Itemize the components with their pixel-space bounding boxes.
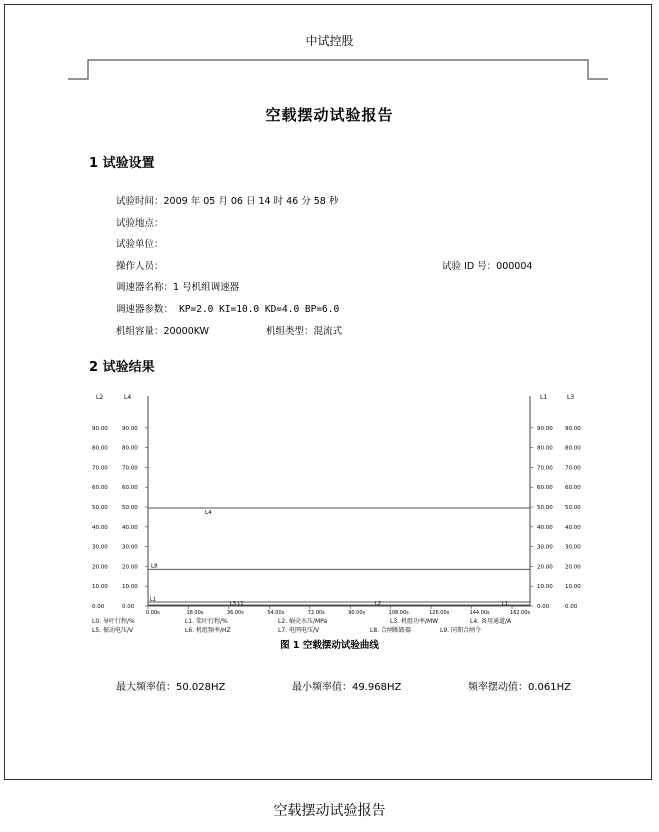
- x-tick-label: 126.00s: [429, 610, 450, 616]
- x-tick-label: 144.00s: [469, 610, 490, 616]
- y-tick-label: 50.00: [122, 505, 138, 511]
- legend-item: L1. 桨叶行程/%: [185, 618, 228, 625]
- y-tick-label: 0.00: [122, 604, 135, 610]
- y-tick-label: 80.00: [92, 445, 108, 452]
- legend-item: L7. 电网电压/V: [278, 627, 320, 634]
- test-location-label: 试验地点：: [116, 218, 164, 229]
- x-tick-label: 18.00s: [186, 610, 204, 616]
- legend-row-1: [92, 616, 511, 625]
- y-tick-label: 70.00: [122, 465, 138, 472]
- series-label: L1: [502, 601, 508, 607]
- figure-caption: 图 1 空载摆动试验曲线: [280, 640, 379, 651]
- legend-item: L0. 导叶行程/%: [92, 618, 135, 625]
- y-tick-label: 10.00: [537, 584, 553, 591]
- axis-label-left-outer: L2: [96, 394, 104, 401]
- y-tick-label: 0.00: [537, 604, 550, 610]
- x-tick-label: 90.00s: [348, 610, 366, 616]
- footer-title: 空载摆动试验报告: [273, 803, 386, 819]
- header-company: 中试控股: [305, 34, 354, 48]
- legend-item: L6. 机组频率/HZ: [185, 627, 231, 634]
- series-label: L1: [150, 597, 156, 604]
- y-tick-label: 70.00: [565, 465, 581, 472]
- axis-label-right-inner: L1: [540, 394, 548, 401]
- y-tick-label: 10.00: [565, 584, 581, 591]
- series-label: L4: [205, 509, 212, 516]
- series-label: L3 L1: [230, 601, 244, 607]
- y-tick-label: 30.00: [92, 544, 108, 551]
- governor-params-label: 调速器参数：: [116, 304, 174, 315]
- legend-item: L8. 合闸断路器: [370, 627, 411, 634]
- y-tick-label: 30.00: [565, 544, 581, 551]
- y-tick-label: 50.00: [565, 505, 581, 511]
- test-time-value: 2009 年 05 月 06 日 14 时 46 分 58 秒: [163, 196, 339, 207]
- legend-item: L3. 机组功率/MW: [390, 618, 439, 625]
- governor-params-value: KP=2.0 KI=10.0 KD=4.0 BP=6.0: [179, 304, 340, 315]
- y-tick-label: 40.00: [565, 524, 581, 531]
- y-tick-label: 60.00: [92, 485, 108, 492]
- y-tick-label: 60.00: [122, 485, 138, 492]
- axis-label-right-outer: L3: [567, 394, 575, 401]
- legend-item: L2. 蜗壳水压/MPa: [278, 618, 328, 625]
- y-tick-label: 80.00: [537, 445, 553, 452]
- x-tick-label: 36.00s: [226, 610, 244, 616]
- axis-label-left-inner: L4: [124, 394, 132, 401]
- y-tick-label: 70.00: [92, 465, 108, 472]
- y-tick-label: 80.00: [122, 445, 138, 452]
- frequency-swing: 频率摆动值：0.061HZ: [468, 682, 571, 693]
- y-tick-label: 70.00: [537, 465, 553, 472]
- x-tick-label: 108.00s: [388, 610, 409, 616]
- legend-item: L4. 备用通道/A: [470, 618, 512, 625]
- report-title: 空载摆动试验报告: [265, 106, 394, 124]
- unit-type-label: 机组类型：: [266, 326, 314, 337]
- max-frequency: 最大频率值：50.028HZ: [116, 682, 226, 693]
- y-tick-label: 90.00: [565, 425, 581, 432]
- y-tick-label: 90.00: [92, 425, 108, 432]
- y-tick-label: 50.00: [92, 505, 108, 511]
- y-tick-label: 40.00: [92, 524, 108, 531]
- capacity-value: 20000KW: [163, 326, 210, 337]
- y-tick-label: 90.00: [122, 425, 138, 432]
- test-id-label: 试验 ID 号：: [442, 261, 497, 272]
- x-tick-label: 162.00s: [510, 610, 531, 616]
- y-tick-label: 60.00: [565, 485, 581, 492]
- y-tick-label: 10.00: [122, 584, 138, 591]
- governor-name-label: 调速器名称：: [116, 282, 174, 293]
- y-tick-label: 30.00: [537, 544, 553, 551]
- series-label: L8: [151, 563, 158, 570]
- unit-type-value: 混流式: [313, 326, 343, 337]
- y-tick-label: 90.00: [537, 425, 553, 432]
- test-id-value: 000004: [496, 261, 533, 272]
- y-tick-label: 10.00: [92, 584, 108, 591]
- y-tick-label: 20.00: [122, 564, 138, 571]
- y-tick-label: 40.00: [537, 524, 553, 531]
- min-frequency: 最小频率值：49.968HZ: [292, 682, 402, 693]
- legend-row-2: [92, 625, 481, 634]
- governor-name-value: 1 号机组调速器: [173, 282, 240, 293]
- section-results-title: 2 试验结果: [89, 360, 155, 375]
- series-label: L2: [375, 601, 381, 607]
- y-tick-label: 60.00: [537, 485, 553, 492]
- y-tick-label: 80.00: [565, 445, 581, 452]
- x-tick-label: 72.00s: [307, 610, 325, 616]
- operator-label: 操作人员：: [116, 261, 164, 272]
- y-tick-label: 0.00: [565, 604, 578, 610]
- section-settings-title: 1 试验设置: [89, 156, 155, 171]
- x-tick-label: 0.00s: [146, 610, 160, 616]
- legend-item: L9. 同期合闸令: [440, 627, 481, 634]
- y-tick-label: 50.00: [537, 505, 553, 511]
- test-unit-label: 试验单位：: [116, 239, 164, 250]
- y-tick-label: 20.00: [565, 564, 581, 571]
- legend-item: L5. 振动电压/V: [92, 627, 134, 634]
- y-tick-label: 0.00: [92, 604, 105, 610]
- y-tick-label: 30.00: [122, 544, 138, 551]
- x-tick-label: 54.00s: [267, 610, 285, 616]
- y-tick-label: 20.00: [92, 564, 108, 571]
- y-tick-label: 20.00: [537, 564, 553, 571]
- y-tick-label: 40.00: [122, 524, 138, 531]
- capacity-label: 机组容量：: [116, 326, 164, 337]
- test-time-label: 试验时间：: [116, 196, 164, 207]
